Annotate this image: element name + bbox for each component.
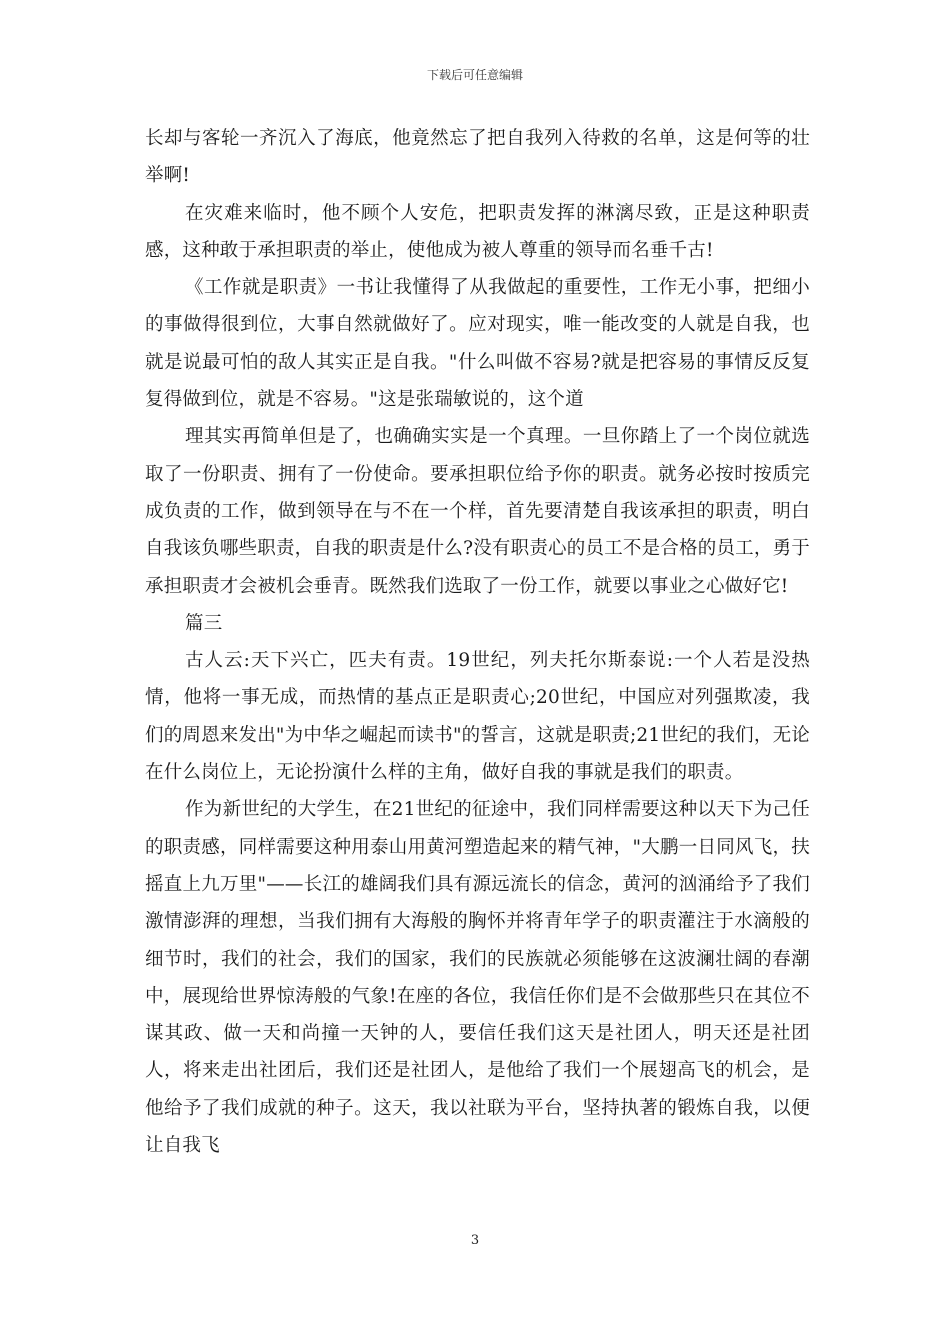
paragraph-new-century: 作为新世纪的大学生，在21世纪的征途中，我们同样需要这种以天下为己任的职责感，同样需要这种用泰山用黄河塑造起来的精气神，"大鹏一日同风飞，扶摇直上九万里"——长江的雄阔我们具有源远流长的信念，黄河的汹涌给予了我们激情澎湃的理想，当我们拥有大海般的胸怀并将青年学子的职责灌注于水滴般的细节时，我们的社会，我们的国家，我们的民族就必须能够在这波澜壮阔的春潮中，展现给世界惊涛般的气象!在座的各位，我信任你们是不会做那些只在其位不谋其政、做一天和尚撞一天钟的人，要信任我们这天是社团人，明天还是社团人，将来走出社团后，我们还是社团人，是他给了我们一个展翅高飞的机会，是他给予了我们成就的种子。这天，我以社联为平台，坚持执著的锻炼自我，以便让自我飞 bbox=[145, 799, 810, 1157]
paragraph-ancients: 古人云:天下兴亡，匹夫有责。19世纪，列夫托尔斯泰说:一个人若是没热情，他将一事无成，而热情的基点正是职责心;20世纪，中国应对列强欺凌，我们的周恩来发出"为中华之崛起而读书"的誓言，这就是职责;21世纪的我们，无论在什么岗位上，无论扮演什么样的主角，做好自我的事就是我们的职责。 bbox=[145, 650, 810, 784]
document-body bbox=[145, 120, 810, 1164]
page-number: 3 bbox=[470, 1233, 480, 1248]
paragraph-continuation: 长却与客轮一齐沉入了海底，他竟然忘了把自我列入待救的名单，这是何等的壮举啊! bbox=[145, 128, 810, 187]
paragraph-book: 《工作就是职责》一书让我懂得了从我做起的重要性，工作无小事，把细小的事做得很到位，大事自然就做好了。应对现实，唯一能改变的人就是自我，也就是说最可怕的敌人其实正是自我。"什么叫做不容易?就是把容易的事情反反复复得做到位，就是不容易。"这是张瑞敏说的，这个道 bbox=[145, 277, 810, 411]
paragraph-truth: 理其实再简单但是了，也确确实实是一个真理。一旦你踏上了一个岗位就选取了一份职责、拥有了一份使命。要承担职位给予你的职责。就务必按时按质完成负责的工作，做到领导在与不在一个样，首先要清楚自我该承担的职责，明白自我该负哪些职责，自我的职责是什么?没有职责心的员工不是合格的员工，勇于承担职责才会被机会垂青。既然我们选取了一份工作，就要以事业之心做好它! bbox=[145, 426, 810, 597]
paragraph-disaster: 在灾难来临时，他不顾个人安危，把职责发挥的淋漓尽致，正是这种职责感，这种敢于承担职责的举止，使他成为被人尊重的领导而名垂千古! bbox=[145, 202, 810, 261]
section-heading: 篇三 bbox=[185, 612, 223, 634]
page-header: 下载后可任意编辑 bbox=[426, 68, 523, 82]
